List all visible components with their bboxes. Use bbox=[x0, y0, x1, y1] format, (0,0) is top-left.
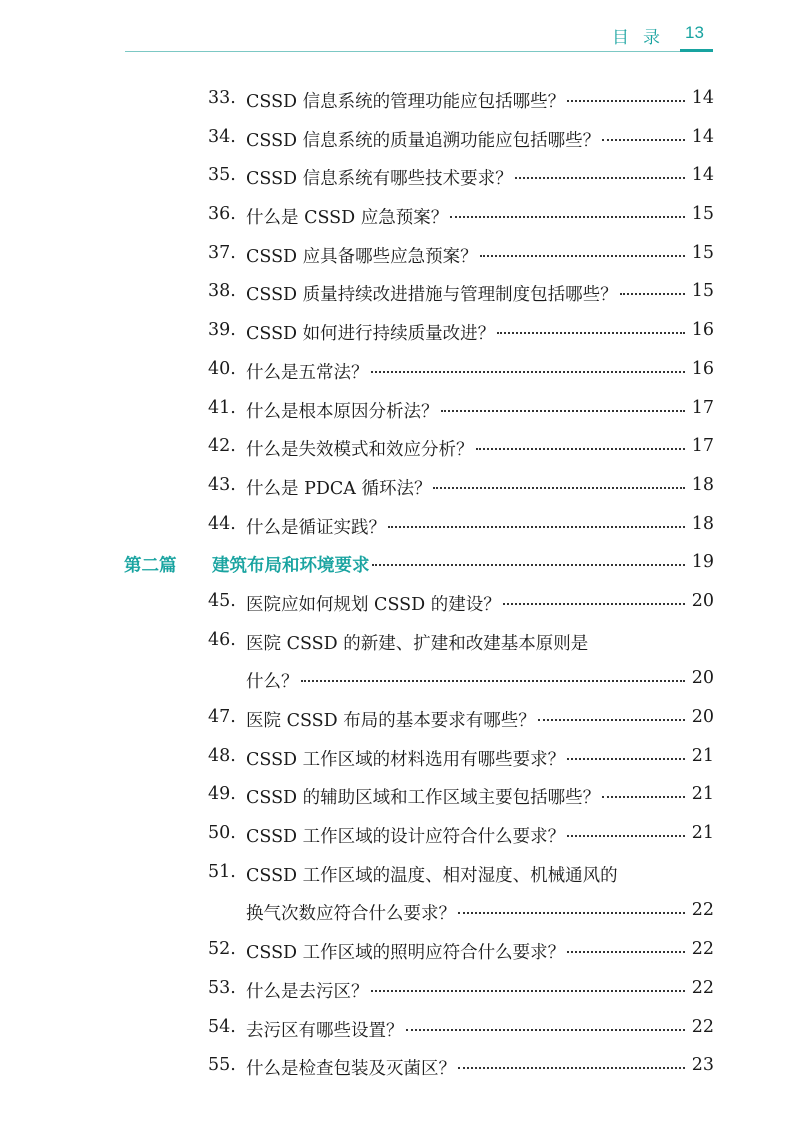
table-of-contents bbox=[0, 80, 800, 1086]
entry-title: CSSD 信息系统有哪些技术要求？ bbox=[246, 169, 513, 190]
entry-title: 去污区有哪些设置？ bbox=[246, 1020, 404, 1041]
entry-number: 37. bbox=[208, 242, 236, 263]
dot-leader bbox=[567, 758, 685, 760]
dot-leader bbox=[480, 255, 685, 257]
entry-page: 21 bbox=[691, 784, 714, 805]
toc-entry[interactable] bbox=[0, 970, 800, 1009]
entry-page: 16 bbox=[691, 320, 714, 341]
entry-page: 20 bbox=[691, 707, 714, 728]
toc-entry[interactable] bbox=[0, 80, 800, 119]
toc-entry[interactable] bbox=[0, 157, 800, 196]
entry-line bbox=[246, 862, 714, 887]
entry-page: 16 bbox=[691, 358, 714, 379]
entry-page: 15 bbox=[691, 242, 714, 263]
page-number: 13 bbox=[685, 23, 704, 42]
entry-line bbox=[246, 784, 688, 809]
entry-number: 39. bbox=[208, 320, 236, 341]
entry-title: CSSD 工作区域的照明应符合什么要求？ bbox=[246, 943, 566, 964]
dot-leader bbox=[620, 293, 685, 295]
entry-title: 什么是根本原因分析法？ bbox=[246, 401, 439, 422]
dot-leader bbox=[450, 216, 685, 218]
section-page: 19 bbox=[691, 552, 714, 573]
entry-page: 20 bbox=[691, 590, 714, 611]
entry-title: 什么是检查包装及灭菌区？ bbox=[246, 1059, 456, 1080]
entry-number: 36. bbox=[208, 204, 236, 225]
dot-leader bbox=[371, 371, 686, 373]
entry-line bbox=[246, 1017, 688, 1042]
entry-title: 医院 CSSD 布局的基本要求有哪些？ bbox=[246, 711, 536, 732]
entry-number: 43. bbox=[208, 474, 236, 495]
toc-entry[interactable] bbox=[0, 854, 800, 931]
entry-title: CSSD 应具备哪些应急预案？ bbox=[246, 246, 478, 267]
entry-title: 医院 CSSD 的新建、扩建和改建基本原则是 bbox=[246, 633, 589, 654]
toc-entry[interactable] bbox=[0, 699, 800, 738]
toc-entry[interactable] bbox=[0, 428, 800, 467]
toc-entry[interactable] bbox=[0, 506, 800, 545]
entry-page: 22 bbox=[691, 977, 714, 998]
entry-title: 什么是 CSSD 应急预案？ bbox=[246, 208, 449, 229]
entry-page: 22 bbox=[691, 900, 714, 921]
entry-page: 17 bbox=[691, 397, 714, 418]
entry-title: CSSD 信息系统的管理功能应包括哪些？ bbox=[246, 92, 566, 112]
entry-page: 15 bbox=[691, 204, 714, 225]
entry-title: CSSD 信息系统的质量追溯功能应包括哪些？ bbox=[246, 130, 601, 151]
entry-title: 什么是 PDCA 循环法？ bbox=[246, 478, 432, 499]
entry-page: 22 bbox=[691, 939, 714, 960]
entry-number: 38. bbox=[208, 281, 236, 302]
toc-entry[interactable] bbox=[0, 738, 800, 777]
dot-leader bbox=[458, 1067, 685, 1069]
entry-number: 41. bbox=[208, 397, 236, 418]
entry-title: CSSD 工作区域的材料选用有哪些要求？ bbox=[246, 749, 566, 770]
toc-entry[interactable] bbox=[0, 776, 800, 815]
entry-line bbox=[246, 630, 714, 655]
entry-number: 48. bbox=[208, 745, 236, 766]
entry-number: 40. bbox=[208, 358, 236, 379]
entry-title: 什么是去污区？ bbox=[246, 981, 369, 1002]
entry-line bbox=[246, 1055, 688, 1080]
toc-entry[interactable] bbox=[0, 196, 800, 235]
toc-entry[interactable] bbox=[0, 815, 800, 854]
dot-leader bbox=[476, 448, 686, 450]
entry-title: CSSD 如何进行持续质量改进？ bbox=[246, 324, 496, 345]
entry-number: 53. bbox=[208, 977, 236, 998]
entry-line bbox=[246, 204, 688, 229]
dot-leader bbox=[538, 719, 685, 721]
toc-entry[interactable] bbox=[0, 1009, 800, 1048]
entry-number: 35. bbox=[208, 165, 236, 186]
toc-entry[interactable] bbox=[0, 467, 800, 506]
entry-title: CSSD 质量持续改进措施与管理制度包括哪些？ bbox=[246, 285, 618, 306]
entry-page: 21 bbox=[691, 745, 714, 766]
entry-number: 45. bbox=[208, 590, 236, 611]
entry-number: 49. bbox=[208, 784, 236, 805]
header-rule bbox=[125, 51, 713, 52]
dot-leader bbox=[433, 487, 685, 489]
page-header bbox=[0, 22, 800, 52]
entry-title: 什么是失效模式和效应分析？ bbox=[246, 440, 474, 461]
entry-line bbox=[246, 359, 688, 384]
entry-line-continued bbox=[246, 668, 688, 693]
entry-title-continued: 换气次数应符合什么要求？ bbox=[246, 904, 456, 925]
entry-number: 47. bbox=[208, 707, 236, 728]
entry-number: 42. bbox=[208, 436, 236, 457]
entry-page: 14 bbox=[691, 165, 714, 186]
entry-title: CSSD 的辅助区域和工作区域主要包括哪些？ bbox=[246, 788, 601, 809]
entry-page: 18 bbox=[691, 474, 714, 495]
entry-title: CSSD 工作区域的设计应符合什么要求？ bbox=[246, 827, 566, 848]
entry-line bbox=[246, 436, 688, 461]
entry-line bbox=[246, 398, 688, 423]
toc-entry[interactable] bbox=[0, 931, 800, 970]
dot-leader bbox=[503, 603, 685, 605]
entry-line bbox=[246, 475, 688, 500]
dot-leader bbox=[301, 680, 686, 682]
toc-section-heading[interactable] bbox=[0, 544, 800, 583]
toc-entry[interactable] bbox=[0, 273, 800, 312]
entry-line bbox=[246, 88, 688, 113]
entry-line bbox=[246, 165, 688, 190]
entry-page: 14 bbox=[691, 88, 714, 108]
entry-title-continued: 什么？ bbox=[246, 672, 299, 693]
entry-number: 46. bbox=[208, 629, 236, 650]
entry-line bbox=[246, 978, 688, 1003]
entry-line bbox=[246, 243, 688, 268]
dot-leader bbox=[567, 100, 685, 102]
entry-page: 14 bbox=[691, 126, 714, 147]
entry-line-continued bbox=[246, 900, 688, 925]
dot-leader bbox=[406, 1029, 686, 1031]
entry-number: 54. bbox=[208, 1016, 236, 1037]
entry-number: 50. bbox=[208, 823, 236, 844]
entry-number: 51. bbox=[208, 861, 236, 882]
entry-line bbox=[246, 320, 688, 345]
entry-page: 17 bbox=[691, 436, 714, 457]
entry-page: 15 bbox=[691, 281, 714, 302]
entry-number: 33. bbox=[208, 88, 236, 108]
entry-line bbox=[246, 591, 688, 616]
entry-line bbox=[246, 939, 688, 964]
toc-entry[interactable] bbox=[0, 235, 800, 274]
entry-page: 22 bbox=[691, 1016, 714, 1037]
entry-line bbox=[246, 823, 688, 848]
header-accent-bar bbox=[680, 49, 713, 52]
dot-leader bbox=[372, 564, 686, 566]
toc-entry[interactable] bbox=[0, 583, 800, 622]
dot-leader bbox=[458, 912, 685, 914]
dot-leader bbox=[602, 139, 685, 141]
dot-leader bbox=[441, 410, 686, 412]
entry-page: 21 bbox=[691, 823, 714, 844]
entry-number: 34. bbox=[208, 126, 236, 147]
entry-line bbox=[246, 281, 688, 306]
entry-title: 什么是循证实践？ bbox=[246, 517, 386, 538]
entry-line bbox=[246, 514, 688, 539]
entry-title: CSSD 工作区域的温度、相对湿度、机械通风的 bbox=[246, 865, 618, 886]
entry-title: 什么是五常法？ bbox=[246, 362, 369, 383]
entry-number: 55. bbox=[208, 1055, 236, 1076]
entry-title: 医院应如何规划 CSSD 的建设？ bbox=[246, 594, 501, 615]
entry-line bbox=[246, 127, 688, 152]
dot-leader bbox=[567, 951, 685, 953]
entry-page: 20 bbox=[691, 668, 714, 689]
entry-page: 23 bbox=[691, 1055, 714, 1076]
toc-entry[interactable] bbox=[0, 312, 800, 351]
section-line bbox=[212, 552, 688, 577]
entry-number: 44. bbox=[208, 513, 236, 534]
toc-entry[interactable] bbox=[0, 390, 800, 429]
toc-entry[interactable] bbox=[0, 1047, 800, 1086]
dot-leader bbox=[497, 332, 685, 334]
toc-entry[interactable] bbox=[0, 351, 800, 390]
toc-entry[interactable] bbox=[0, 622, 800, 699]
running-title: 目录 bbox=[612, 28, 674, 48]
dot-leader bbox=[602, 796, 685, 798]
dot-leader bbox=[371, 990, 686, 992]
entry-number: 52. bbox=[208, 939, 236, 960]
section-label: 第二篇 bbox=[124, 556, 177, 577]
toc-entry[interactable] bbox=[0, 119, 800, 158]
dot-leader bbox=[567, 835, 685, 837]
section-title: 建筑布局和环境要求 bbox=[212, 556, 370, 577]
dot-leader bbox=[388, 526, 685, 528]
entry-line bbox=[246, 746, 688, 771]
dot-leader bbox=[515, 177, 685, 179]
entry-page: 18 bbox=[691, 513, 714, 534]
entry-line bbox=[246, 707, 688, 732]
